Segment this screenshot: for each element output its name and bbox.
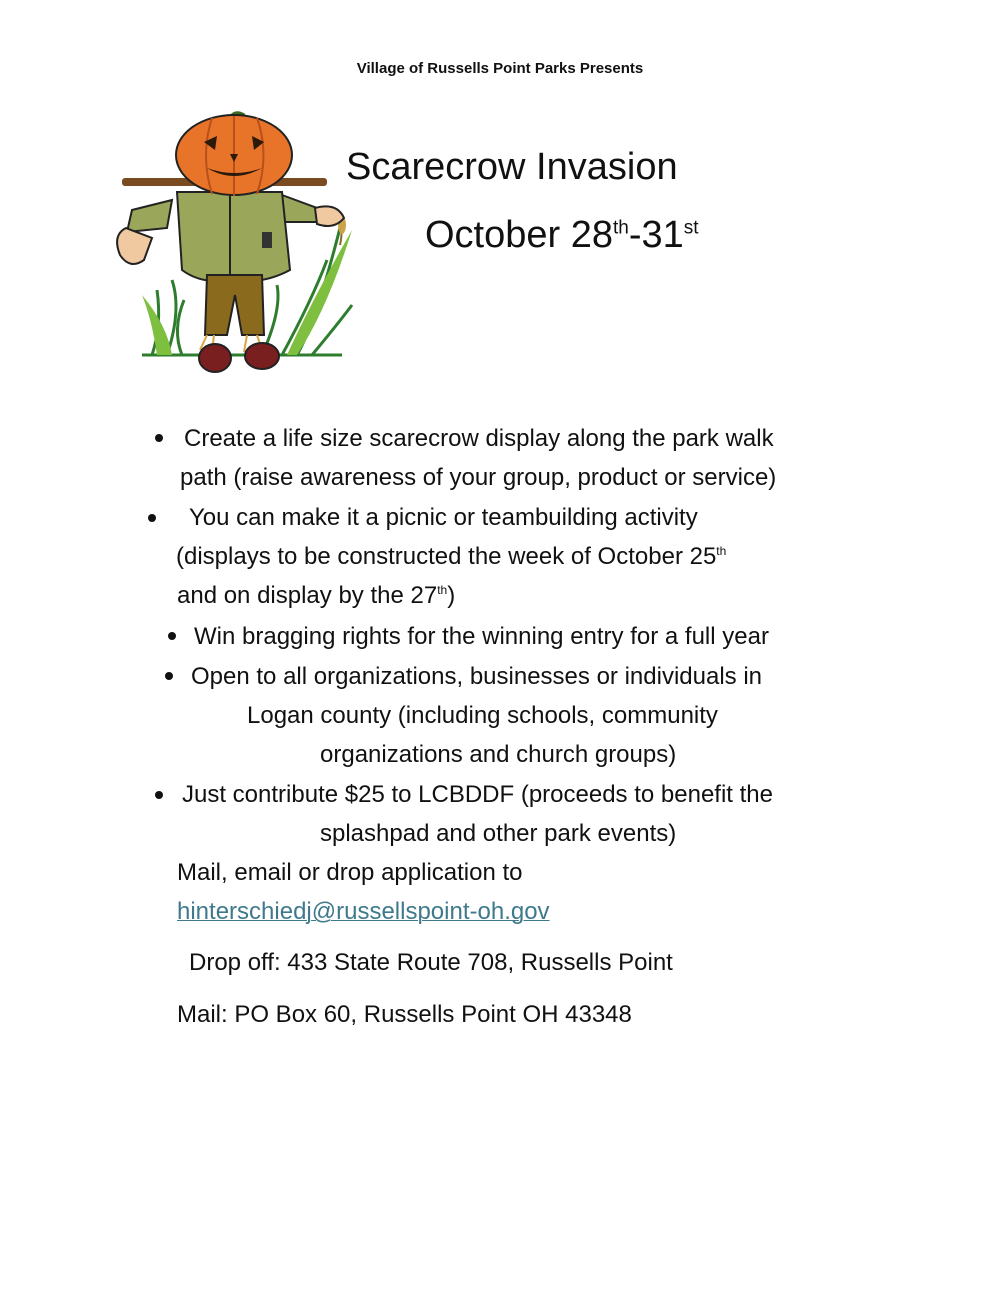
bullet-dot	[155, 791, 163, 799]
mail-address: Mail: PO Box 60, Russells Point OH 43348	[177, 1001, 632, 1028]
bullet-1-line-2: path (raise awareness of your group, product or service)	[180, 464, 777, 491]
dropoff-address: Drop off: 433 State Route 708, Russells Point	[189, 949, 673, 976]
bullet-2-line-3: and on display by the 27th)	[177, 582, 456, 609]
bullet-dot	[148, 514, 156, 522]
presenter-heading: Village of Russells Point Parks Presents	[356, 60, 644, 77]
bullet-dot	[165, 672, 173, 680]
bullet-2-line-2: (displays to be constructed the week of October 25th	[176, 543, 727, 570]
event-title: Scarecrow Invasion	[346, 146, 678, 188]
event-dates: October 28th-31st	[425, 214, 699, 256]
bullet-dot	[155, 434, 163, 442]
scarecrow-illustration	[112, 110, 362, 385]
application-intro: Mail, email or drop application to	[177, 859, 523, 886]
bullet-5-line-2: splashpad and other park events)	[320, 820, 677, 847]
bullet-2-line-1: You can make it a picnic or teambuilding activity	[189, 504, 698, 531]
bullet-dot	[168, 632, 176, 640]
bullet-3-line-1: Win bragging rights for the winning entry for a full year	[194, 623, 769, 650]
bullet-1-line-1: Create a life size scarecrow display along the park walk	[184, 425, 774, 452]
bullet-4-line-2: Logan county (including schools, community	[247, 702, 718, 729]
email-link[interactable]: hinterschiedj@russellspoint-oh.gov	[177, 898, 550, 925]
bullet-4-line-1: Open to all organizations, businesses or individuals in	[191, 663, 762, 690]
bullet-5-line-1: Just contribute $25 to LCBDDF (proceeds to benefit the	[182, 781, 773, 808]
bullet-4-line-3: organizations and church groups)	[320, 741, 677, 768]
